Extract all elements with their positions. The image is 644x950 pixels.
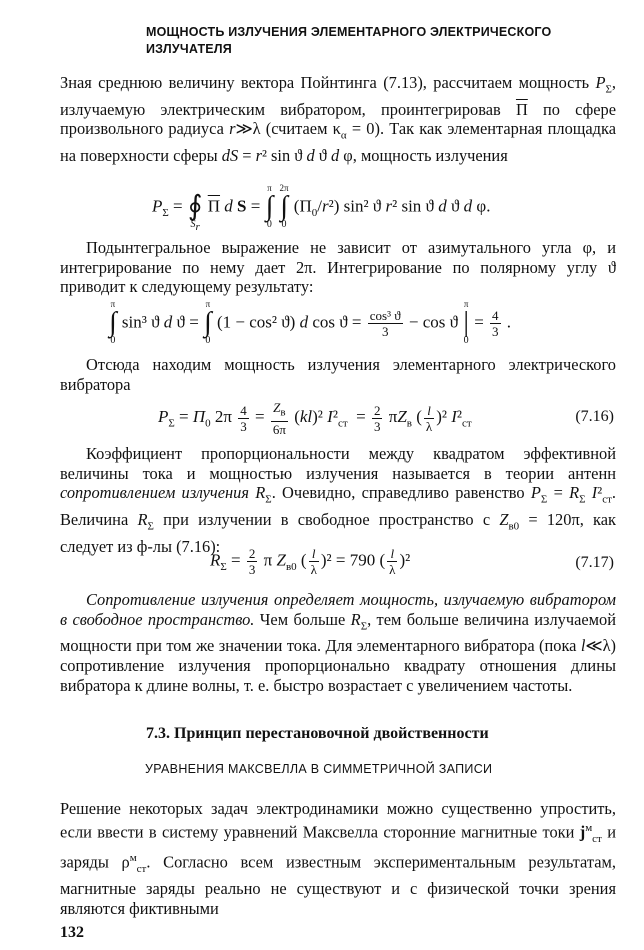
paragraph-4 xyxy=(60,444,616,557)
page-number: 132 xyxy=(60,924,84,941)
paragraph-6 xyxy=(60,799,616,918)
paragraph-6-text: Решение некоторых задач электродинамики можно существенно упростить, если ввести в систему уравнений Максвелла сторонние магнитные токи $j^м_{ст}$ и заряды $\rho^м_{ст}$. Согласно всем известным экспериментальным результатам, магнитные заряды реально не существуют и с физической точки зрения являются фиктивными xyxy=(60,799,617,918)
paragraph-5-text: Сопротивление излучения определяет мощность, излучаемую вибратором в свободное пространство. Чем больше $R_\Sigma$, тем больше величина излучаемой мощности при том же значении тока. Для элементарного вибратора (пока l≪λ) сопротивление излучения пропорционально квадрату отношения длины вибратора к длине волны, т. е. быстро возрастает с увеличением частоты. xyxy=(60,590,616,695)
equation-number-7-16: (7.16) xyxy=(575,408,614,425)
paragraph-1 xyxy=(60,73,616,166)
paragraph-2 xyxy=(60,238,616,297)
equation-number-7-17: (7.17) xyxy=(575,554,614,571)
formula-7-16: $P_\Sigma = П_0$ 2π $\frac{4}{3}$ = $\frac{Z_в}{6\pi}$ (kl)² $I^2_{ст}$ = $\frac{2}{3}$ $\pi Z_в$ ( $\frac{l}{\lambda}$ )² $I^2_{ст}$ xyxy=(158,400,472,437)
paragraph-1-text: Зная среднюю величину вектора Пойнтинга (7.13), рассчитаем мощность $P_\Sigma$, излучаемую электрическим вибратором, проинтегрировав П по сфере произвольного радиуса r≫λ (считаем $\kappa_\alpha = 0$). Так как элементарная площадка на поверхности сферы dS = r² sin ϑ d ϑ d φ, мощность излучения xyxy=(60,73,616,166)
paragraph-5 xyxy=(60,590,616,695)
paragraph-3-text: Отсюда находим мощность излучения элементарного электрического вибратора xyxy=(60,355,616,394)
running-title: МОЩНОСТЬ ИЗЛУЧЕНИЯ ЭЛЕМЕНТАРНОГО ЭЛЕКТРИЧЕСКОГО ИЗЛУЧАТЕЛЯ xyxy=(146,25,552,56)
paragraph-4-text: Коэффициент пропорциональности между квадратом эффективной величины тока и мощностью излучения называется в теории антенн сопротивлением излучения $R_\Sigma$. Очевидно, справедливо равенство $P_\Sigma = R_\Sigma$ $I^2_{ст}$. Величина $R_\Sigma$ при излучении в свободное пространство с $Z_{в0} = 120\pi$, как следует из ф-лы (7.16): xyxy=(60,444,616,556)
paragraph-3 xyxy=(60,355,616,394)
section-subtitle: УРАВНЕНИЯ МАКСВЕЛЛА В СИММЕТРИЧНОЙ ЗАПИСИ xyxy=(145,762,493,776)
formula-7-17: $R_\Sigma$ = $\frac{2}{3}$ π $Z_{в0}$ ( $\frac{l}{\lambda}$ )² = 790 ( $\frac{l}{\lambda}$ )² xyxy=(210,546,411,577)
paragraph-2-text: Подынтегральное выражение не зависит от азимутального угла φ, и интегрирование по нему дает 2π. Интегрирование по полярному углу ϑ приводит к следующему результату: xyxy=(60,238,616,297)
formula-power-integral: $P_\Sigma$ = ∮ $S_r$ П d S = π ∫ 0 2π ∫ 0 $(П_0/r^2)$ sin² ϑ r² sin ϑ d ϑ d φ. xyxy=(152,183,491,233)
formula-theta-integral: π ∫ 0 sin³ ϑ d ϑ = π ∫ 0 (1 − cos² ϑ) d cos ϑ = $\frac{\text{cos³ ϑ}}{3}$ − cos ϑ π | 0 = $\frac{4}{3}$ . xyxy=(109,299,512,346)
section-title: 7.3. Принцип перестановочной двойственности xyxy=(146,725,489,742)
